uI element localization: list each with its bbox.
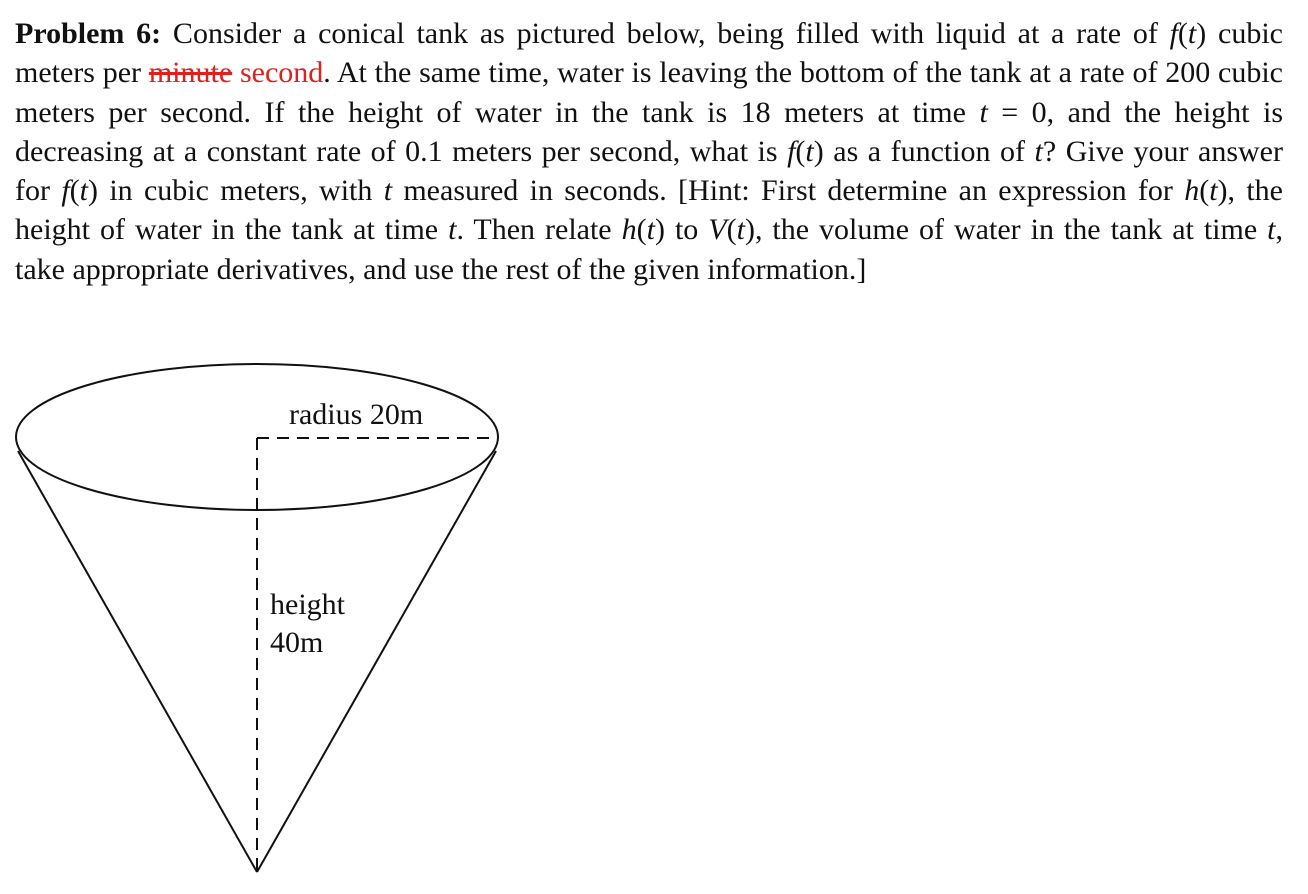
math-t: t bbox=[1187, 17, 1197, 50]
math-paren: ) bbox=[813, 134, 824, 168]
math-t: t bbox=[736, 213, 745, 247]
math-paren: ( bbox=[636, 213, 647, 247]
text-segment: . Then relate bbox=[456, 213, 622, 247]
math-paren: ( bbox=[726, 213, 737, 247]
corrected-word: second bbox=[239, 56, 324, 90]
text-segment: , the height of water in the tank at time bbox=[15, 174, 1283, 247]
text-segment: , take appropriate derivatives, and use the rest of the given information.] bbox=[15, 213, 1283, 286]
text-segment: . At the same time, water is leaving the bottom of the tank at a rate of 200 cubic meters per second. If the height of water in the tank is 18 meters at time bbox=[15, 56, 1283, 129]
math-f: f bbox=[1169, 17, 1178, 50]
text-segment: measured in seconds. [Hint: First determine an expression for bbox=[392, 174, 1185, 208]
math-paren: ) bbox=[654, 213, 665, 247]
text-segment: in cubic meters, with bbox=[98, 174, 384, 208]
math-paren: ) bbox=[744, 213, 755, 247]
math-paren: ( bbox=[795, 134, 806, 168]
cone-diagram bbox=[0, 350, 520, 890]
cone-left-side bbox=[18, 451, 257, 872]
height-value-label: 40m bbox=[270, 626, 324, 659]
math-t: t bbox=[448, 213, 457, 247]
text-segment bbox=[232, 56, 240, 89]
math-t: t bbox=[979, 95, 988, 129]
math-t: t bbox=[79, 174, 88, 208]
math-paren: ) bbox=[88, 174, 98, 208]
math-f: f bbox=[787, 134, 796, 168]
math-t: t bbox=[383, 174, 393, 208]
struck-out-word: minute bbox=[148, 56, 233, 90]
math-t: t bbox=[646, 213, 655, 247]
cone-right-side bbox=[257, 451, 496, 872]
text-segment: ? Give your answer for bbox=[15, 134, 1283, 208]
text-segment: = 0, and the height is decreasing at a constant rate of 0.1 meters per second, what is bbox=[15, 95, 1283, 168]
math-t: t bbox=[1209, 174, 1218, 208]
math-paren: ( bbox=[69, 174, 80, 208]
math-t: t bbox=[805, 134, 814, 168]
math-h: h bbox=[1184, 174, 1200, 208]
text-segment: as a function of bbox=[823, 134, 1035, 168]
math-h: h bbox=[621, 213, 637, 247]
math-paren: ( bbox=[1199, 174, 1210, 208]
text-segment: , the volume of water in the tank at time bbox=[754, 213, 1268, 247]
math-paren: ( bbox=[1177, 17, 1188, 50]
text-segment: Consider a conical tank as pictured below, being filled with liquid at a rate of bbox=[161, 17, 1170, 50]
math-paren: ) bbox=[1196, 17, 1207, 50]
radius-label: radius 20m bbox=[289, 398, 424, 431]
text-segment: to bbox=[664, 213, 709, 247]
math-paren: ) bbox=[1217, 174, 1228, 208]
math-t: t bbox=[1034, 134, 1043, 168]
math-f: f bbox=[61, 174, 70, 208]
problem-label: Problem 6: bbox=[15, 17, 162, 50]
cone-tank-figure bbox=[0, 350, 520, 890]
math-t: t bbox=[1267, 213, 1276, 247]
math-v: V bbox=[708, 213, 727, 247]
problem-statement bbox=[15, 14, 1283, 289]
text-segment: cubic meters per bbox=[15, 17, 1283, 90]
height-label: height bbox=[270, 588, 345, 621]
